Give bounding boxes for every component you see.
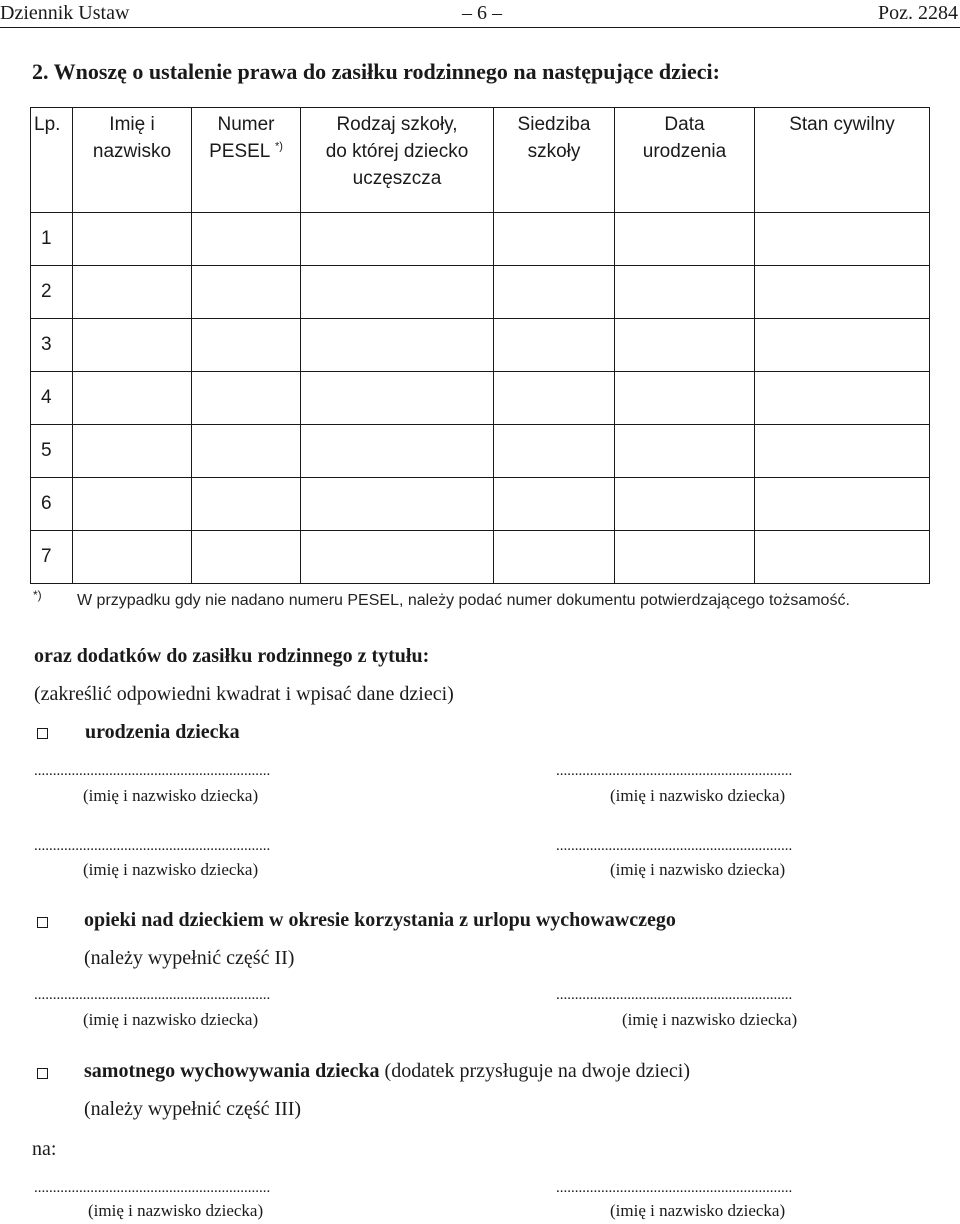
care-label: opieki nad dzieckiem w okresie korzystania z urlopu wychowawczego bbox=[84, 909, 676, 931]
child-name-line[interactable]: ............................................................... bbox=[556, 987, 793, 1003]
table-cell[interactable] bbox=[192, 213, 301, 266]
child-name-line[interactable]: ............................................................... bbox=[34, 763, 271, 779]
table-cell[interactable] bbox=[301, 213, 494, 266]
row-number: 1 bbox=[31, 213, 73, 266]
row-number: 3 bbox=[31, 319, 73, 372]
na-label: na: bbox=[32, 1138, 57, 1160]
page-number: – 6 – bbox=[462, 2, 502, 24]
table-cell[interactable] bbox=[73, 425, 192, 478]
child-name-line[interactable]: ............................................................... bbox=[34, 987, 271, 1003]
footnote-mark: *) bbox=[33, 588, 42, 602]
child-name-line[interactable]: ............................................................... bbox=[556, 838, 793, 854]
child-name-caption: (imię i nazwisko dziecka) bbox=[610, 1201, 786, 1220]
table-row bbox=[31, 372, 930, 425]
birth-checkbox[interactable] bbox=[37, 728, 48, 739]
table-cell[interactable] bbox=[301, 425, 494, 478]
child-name-caption: (imię i nazwisko dziecka) bbox=[83, 786, 259, 805]
table-cell[interactable] bbox=[192, 266, 301, 319]
child-name-caption: (imię i nazwisko dziecka) bbox=[83, 860, 259, 879]
table-cell[interactable] bbox=[192, 531, 301, 584]
table-cell[interactable] bbox=[73, 478, 192, 531]
section-title: 2. Wnoszę o ustalenie prawa do zasiłku rodzinnego na następujące dzieci: bbox=[32, 59, 720, 84]
table-cell[interactable] bbox=[494, 213, 615, 266]
table-cell[interactable] bbox=[755, 266, 930, 319]
care-note: (należy wypełnić część II) bbox=[84, 947, 295, 969]
col-name: Imię i nazwisko bbox=[73, 108, 192, 213]
footnote-text: W przypadku gdy nie nadano numeru PESEL, należy podać numer dokumentu potwierdzającego tożsamość. bbox=[77, 592, 850, 609]
position-number: Poz. 2284 bbox=[878, 2, 958, 24]
table-cell[interactable] bbox=[73, 372, 192, 425]
col-school-type: Rodzaj szkoły, do której dziecko uczęszcza bbox=[301, 108, 494, 213]
col-pesel: Numer PESEL *) bbox=[192, 108, 301, 213]
care-checkbox[interactable] bbox=[37, 917, 48, 928]
table-cell[interactable] bbox=[615, 213, 755, 266]
child-name-line[interactable]: ............................................................... bbox=[556, 1180, 793, 1196]
table-cell[interactable] bbox=[192, 478, 301, 531]
table-row bbox=[31, 319, 930, 372]
table-cell[interactable] bbox=[615, 372, 755, 425]
table-cell[interactable] bbox=[301, 531, 494, 584]
row-number: 6 bbox=[31, 478, 73, 531]
table-cell[interactable] bbox=[615, 266, 755, 319]
table-cell[interactable] bbox=[494, 266, 615, 319]
table-cell[interactable] bbox=[73, 266, 192, 319]
child-name-caption: (imię i nazwisko dziecka) bbox=[88, 1201, 264, 1220]
table-cell[interactable] bbox=[494, 372, 615, 425]
col-lp: Lp. bbox=[31, 108, 73, 213]
child-name-caption: (imię i nazwisko dziecka) bbox=[622, 1010, 798, 1029]
child-name-line[interactable]: ............................................................... bbox=[34, 838, 271, 854]
col-birth-date: Data urodzenia bbox=[615, 108, 755, 213]
child-name-caption: (imię i nazwisko dziecka) bbox=[610, 860, 786, 879]
row-number: 5 bbox=[31, 425, 73, 478]
table-cell[interactable] bbox=[192, 372, 301, 425]
table-row bbox=[31, 213, 930, 266]
table-row bbox=[31, 478, 930, 531]
supplements-instruction: (zakreślić odpowiedni kwadrat i wpisać dane dzieci) bbox=[34, 683, 454, 705]
single-parent-label: samotnego wychowywania dziecka (dodatek przysługuje na dwoje dzieci) bbox=[84, 1060, 690, 1082]
table-cell[interactable] bbox=[301, 372, 494, 425]
table-row bbox=[31, 425, 930, 478]
table-cell[interactable] bbox=[192, 319, 301, 372]
table-cell[interactable] bbox=[615, 531, 755, 584]
child-name-line[interactable]: ............................................................... bbox=[556, 763, 793, 779]
col-marital-status: Stan cywilny bbox=[755, 108, 930, 213]
children-table bbox=[30, 107, 930, 584]
table-cell[interactable] bbox=[301, 266, 494, 319]
table-cell[interactable] bbox=[73, 213, 192, 266]
col-school-seat: Siedziba szkoły bbox=[494, 108, 615, 213]
table-cell[interactable] bbox=[494, 425, 615, 478]
table-cell[interactable] bbox=[301, 319, 494, 372]
table-header-row bbox=[31, 108, 930, 213]
table-cell[interactable] bbox=[192, 425, 301, 478]
table-cell[interactable] bbox=[755, 319, 930, 372]
table-row bbox=[31, 266, 930, 319]
row-number: 4 bbox=[31, 372, 73, 425]
table-cell[interactable] bbox=[755, 213, 930, 266]
single-parent-checkbox[interactable] bbox=[37, 1068, 48, 1079]
table-cell[interactable] bbox=[615, 319, 755, 372]
table-cell[interactable] bbox=[494, 531, 615, 584]
single-parent-note: (należy wypełnić część III) bbox=[84, 1098, 302, 1120]
table-cell[interactable] bbox=[73, 319, 192, 372]
birth-label: urodzenia dziecka bbox=[85, 721, 240, 743]
table-cell[interactable] bbox=[755, 425, 930, 478]
journal-name: Dziennik Ustaw bbox=[0, 2, 130, 24]
table-cell[interactable] bbox=[615, 425, 755, 478]
table-row bbox=[31, 531, 930, 584]
table-cell[interactable] bbox=[494, 478, 615, 531]
row-number: 2 bbox=[31, 266, 73, 319]
row-number: 7 bbox=[31, 531, 73, 584]
table-cell[interactable] bbox=[73, 531, 192, 584]
child-name-line[interactable]: ............................................................... bbox=[34, 1180, 271, 1196]
table-cell[interactable] bbox=[755, 372, 930, 425]
table-cell[interactable] bbox=[755, 531, 930, 584]
table-cell[interactable] bbox=[494, 319, 615, 372]
child-name-caption: (imię i nazwisko dziecka) bbox=[83, 1010, 259, 1029]
table-cell[interactable] bbox=[615, 478, 755, 531]
table-cell[interactable] bbox=[755, 478, 930, 531]
table-cell[interactable] bbox=[301, 478, 494, 531]
supplements-heading: oraz dodatków do zasiłku rodzinnego z tytułu: bbox=[34, 645, 430, 667]
header-rule bbox=[0, 27, 960, 28]
child-name-caption: (imię i nazwisko dziecka) bbox=[610, 786, 786, 805]
